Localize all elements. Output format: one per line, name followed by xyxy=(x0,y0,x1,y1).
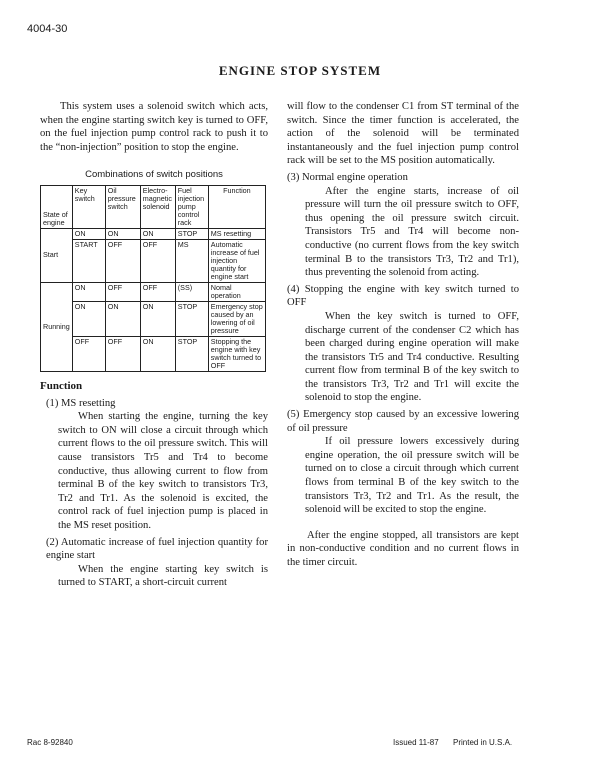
cell-function: Automatic increase of fuel injection quantity for engine start xyxy=(208,239,265,282)
item-automatic-increase xyxy=(40,536,268,590)
item-body: When the key switch is turned to OFF, discharge current of the condenser C2 which has been charged during engine operation will make the transistors Tr5 and Tr4 conductive. Resulting current flow from terminal B of the key switch to the transistors Tr3, Tr2 and Tr1 will excite the solenoid to stop the engine. xyxy=(305,310,519,404)
right-column xyxy=(287,100,519,570)
item-normal-operation xyxy=(287,171,519,280)
item-body: When the engine starting key switch is turned to START, a short-circuit current xyxy=(58,563,268,589)
page-number: 4004-30 xyxy=(27,23,68,35)
cell-rack: STOP xyxy=(175,301,208,336)
item-title: (3) Normal engine operation xyxy=(287,171,408,183)
item-body-continued: will flow to the condenser C1 from ST terminal of the switch. Since the timer function is accelerated, the action of the solenoid will be terminated instantaneously and the fuel injection pump control rack will be set to the MS position automatically. xyxy=(287,101,519,167)
cell-key: ON xyxy=(72,282,105,301)
header-state: State of engine xyxy=(41,185,73,228)
closing-paragraph: After the engine stopped, all transistors are kept in non-conductive condition and no current flows in the timer circuit. xyxy=(287,529,519,568)
cell-function: Emergency stop caused by an lowering of oil pressure xyxy=(208,301,265,336)
state-start: Start xyxy=(41,228,73,282)
item-body: If oil pressure lowers excessively during engine operation, the oil pressure switch will be turned on to close a circuit through which current flows from terminal B of the key switch to the transistors Tr3, Tr2 and Tr1. As the result, the solenoid will be excited to stop the engine. xyxy=(305,436,519,516)
page-title: ENGINE STOP SYSTEM xyxy=(218,63,382,78)
table-row xyxy=(41,228,266,239)
item-title: (2) Automatic increase of fuel injection quantity for engine start xyxy=(46,536,268,562)
cell-function: Nomal operation xyxy=(208,282,265,301)
item-emergency-stop xyxy=(287,408,519,517)
item-title: (4) Stopping the engine with key switch turned to OFF xyxy=(287,283,519,309)
item-ms-resetting xyxy=(40,397,268,533)
item-key-switch-off xyxy=(287,283,519,405)
footer-doc-number: Rac 8-92840 xyxy=(27,738,73,747)
cell-oil: OFF xyxy=(105,336,140,371)
item-body: After the engine starts, increase of oil pressure will turn the oil pressure switch to OFF, thus opening the oil pressure switch circuit. Transistors Tr5 and Tr4 will become non-conductive (no current flows from the key switch terminal B to the transistors Tr3, Tr2 and Tr1), thus preventing the solenoid from acting. xyxy=(305,185,519,279)
cell-rack: MS xyxy=(175,239,208,282)
cell-solenoid: OFF xyxy=(140,282,175,301)
header-solenoid: Electro-magnetic solenoid xyxy=(140,185,175,228)
cell-oil: OFF xyxy=(105,239,140,282)
table-row xyxy=(41,282,266,301)
switch-positions-table xyxy=(40,185,266,372)
cell-solenoid: ON xyxy=(140,301,175,336)
item-title: (1) MS resetting xyxy=(46,397,116,409)
cell-oil: ON xyxy=(105,228,140,239)
state-running: Running xyxy=(41,282,73,371)
footer-printed: Printed in U.S.A. xyxy=(453,738,513,747)
table-row xyxy=(41,336,266,371)
function-heading: Function xyxy=(40,379,83,392)
cell-solenoid: ON xyxy=(140,228,175,239)
left-column xyxy=(40,100,268,590)
header-function: Function xyxy=(208,185,265,228)
intro-paragraph: This system uses a solenoid switch which acts, when the engine starting switch key is turned to OFF, on the fuel injection pump control rack to push it to the “non-injection” position to stop the engine. xyxy=(40,101,268,153)
cell-rack: (SS) xyxy=(175,282,208,301)
cell-function: Stopping the engine with key switch turned to OFF xyxy=(208,336,265,371)
cell-oil: ON xyxy=(105,301,140,336)
cell-key: START xyxy=(72,239,105,282)
cell-key: ON xyxy=(72,301,105,336)
table-row xyxy=(41,301,266,336)
cell-oil: OFF xyxy=(105,282,140,301)
cell-key: ON xyxy=(72,228,105,239)
header-control-rack: Fuel injection pump control rack xyxy=(175,185,208,228)
cell-rack: STOP xyxy=(175,228,208,239)
item-body: When starting the engine, turning the key switch to ON will close a circuit through which current flows to the oil pressure switch. This will cause transistors Tr5 and Tr4 to become conductive, thus allowing current to flow from terminal B of the key switch to transistors Tr3, Tr2 and Tr1. As the solenoid is excited, the control rack of fuel injection pump is placed in the MS reset position. xyxy=(58,411,268,531)
table-row xyxy=(41,239,266,282)
table-caption: Combinations of switch positions xyxy=(85,169,223,181)
header-oil-pressure-switch: Oil pressure switch xyxy=(105,185,140,228)
table-header-row xyxy=(41,185,266,228)
cell-function: MS resetting xyxy=(208,228,265,239)
cell-solenoid: ON xyxy=(140,336,175,371)
footer-issued: Issued 11-87 xyxy=(393,738,439,747)
header-key-switch: Key switch xyxy=(72,185,105,228)
cell-rack: STOP xyxy=(175,336,208,371)
cell-key: OFF xyxy=(72,336,105,371)
item-title: (5) Emergency stop caused by an excessive lowering of oil pressure xyxy=(287,409,519,434)
cell-solenoid: OFF xyxy=(140,239,175,282)
